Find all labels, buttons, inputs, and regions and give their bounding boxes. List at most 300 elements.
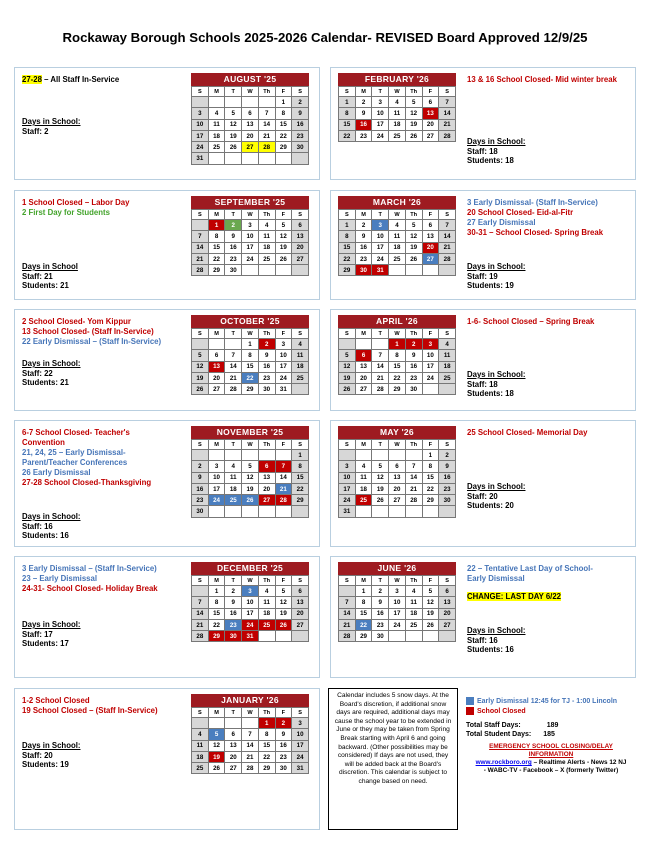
calendar-day: 25 [439,372,456,383]
legend-item-school-closed: School Closed [466,707,636,715]
calendar-day: 26 [192,384,209,395]
calendar-day: 13 [225,740,242,751]
calendar-day: 30 [355,265,372,276]
calendar-day: 2 [225,220,242,231]
calendar-empty-cell [372,450,389,461]
month-notes [467,198,632,238]
weekday-header: Th [258,440,275,450]
calendar-empty-cell [389,631,406,642]
calendar-empty-cell [208,450,225,461]
calendar-day: 16 [292,119,309,130]
calendar-day: 3 [208,461,225,472]
calendar-day: 17 [242,608,259,619]
calendar-day: 27 [242,142,259,153]
calendar-empty-cell [192,450,209,461]
note-line: 3 Early Dismissal – (Staff In-Service) [22,564,157,573]
calendar-day: 11 [258,597,275,608]
calendar-day: 10 [192,119,209,130]
calendar-day: 5 [275,220,292,231]
calendar-day: 3 [422,339,439,350]
calendar-day: 27 [422,253,439,264]
calendar-day: 11 [389,231,406,242]
weekday-header: T [372,87,389,97]
calendar-day: 13 [258,472,275,483]
calendar-day: 8 [389,350,406,361]
calendar-day: 29 [258,763,275,774]
calendar-day: 11 [225,472,242,483]
calendar-day: 10 [389,597,406,608]
calendar-day: 9 [225,231,242,242]
weekday-header: F [275,329,292,339]
calendar-day: 11 [208,119,225,130]
calendar-day: 5 [242,461,259,472]
calendar-day: 23 [192,495,209,506]
calendar-day: 8 [339,108,356,119]
weekday-header: S [292,576,309,586]
calendar-day: 2 [292,97,309,108]
calendar-day: 6 [389,461,406,472]
weekday-header: T [225,708,242,718]
calendar-day: 25 [355,495,372,506]
calendar-day: 8 [339,231,356,242]
calendar-empty-cell [292,506,309,517]
calendar-day: 15 [242,361,259,372]
calendar-day: 22 [339,253,356,264]
calendar-day: 21 [258,130,275,141]
calendar-day: 23 [225,253,242,264]
month-calendar-november-25 [191,426,309,518]
calendar-day: 29 [275,142,292,153]
note-line: 6-7 School Closed- Teacher's [22,428,130,437]
calendar-day: 15 [208,242,225,253]
calendar-day: 26 [242,495,259,506]
month-notes [22,75,187,85]
note-line: Convention [22,438,65,447]
days-count: Staff: 21 [22,271,53,281]
month-notes [22,564,187,594]
calendar-day: 30 [439,495,456,506]
calendar-day: 13 [208,361,225,372]
calendar-day: 9 [405,350,422,361]
calendar-empty-cell [225,450,242,461]
calendar-day: 1 [422,450,439,461]
weekday-header: Th [258,708,275,718]
calendar-day: 31 [275,384,292,395]
note-line: 21, 24, 25 – Early Dismissal- [22,448,126,457]
days-count: Students: 18 [467,156,514,165]
weekday-header: F [275,440,292,450]
calendar-day: 13 [422,108,439,119]
calendar-day: 9 [275,729,292,740]
calendar-day: 24 [242,253,259,264]
calendar-day: 12 [208,740,225,751]
calendar-day: 11 [405,597,422,608]
weekday-header: T [225,576,242,586]
calendar-day: 14 [225,361,242,372]
month-header: OCTOBER '25 [191,315,309,328]
calendar-day: 11 [355,472,372,483]
calendar-day: 17 [422,361,439,372]
calendar-day: 23 [225,619,242,630]
weekday-header: Th [405,440,422,450]
calendar-empty-cell [422,506,439,517]
calendar-day: 22 [242,372,259,383]
calendar-day: 21 [275,483,292,494]
calendar-day: 20 [292,608,309,619]
weekday-header: M [208,329,225,339]
days-count: Staff: 20 [467,491,498,501]
calendar-day: 15 [389,361,406,372]
month-header: DECEMBER '25 [191,562,309,575]
calendar-day: 6 [422,220,439,231]
calendar-day: 22 [292,483,309,494]
calendar-day: 4 [389,220,406,231]
calendar-empty-cell [275,506,292,517]
days-in-school-heading: Days in School [22,262,78,271]
calendar-empty-cell [292,265,309,276]
calendar-day: 28 [439,253,456,264]
calendar-empty-cell [242,265,259,276]
calendar-day: 20 [258,483,275,494]
calendar-day: 20 [422,242,439,253]
calendar-day: 30 [225,631,242,642]
weekday-header: S [339,210,356,220]
calendar-day: 27 [225,763,242,774]
calendar-empty-cell [258,265,275,276]
note-line: 20 School Closed- Eid-al-Fitr [467,208,574,217]
calendar-day: 1 [355,586,372,597]
calendar-day: 12 [275,231,292,242]
weekday-header: F [422,210,439,220]
month-calendar-may-26 [338,426,456,518]
calendar-day: 25 [389,253,406,264]
calendar-day: 26 [225,142,242,153]
calendar-day: 29 [208,631,225,642]
calendar-day: 25 [192,763,209,774]
month-header: JANUARY '26 [191,694,309,707]
calendar-day: 8 [208,597,225,608]
calendar-day: 20 [422,119,439,130]
weekday-header: S [292,329,309,339]
note-line: 13 School Closed- (Staff In-Service) [22,327,154,336]
month-header: JUNE '26 [338,562,456,575]
days-count: Students: 16 [467,645,514,654]
calendar-day: 3 [372,220,389,231]
calendar-empty-cell [225,339,242,350]
calendar-day: 8 [208,231,225,242]
calendar-day: 12 [372,472,389,483]
calendar-day: 12 [422,597,439,608]
weekday-header: W [389,210,406,220]
calendar-day: 24 [292,751,309,762]
calendar-day: 19 [192,372,209,383]
calendar-day: 29 [339,265,356,276]
calendar-day: 1 [208,586,225,597]
calendar-day: 15 [355,608,372,619]
calendar-empty-cell [258,450,275,461]
weekday-header: S [439,576,456,586]
weekday-header: S [192,87,209,97]
calendar-day: 31 [339,506,356,517]
blue-swatch [466,697,474,705]
calendar-empty-cell [192,586,209,597]
days-in-school [22,512,81,541]
month-header: FEBRUARY '26 [338,73,456,86]
calendar-day: 12 [405,108,422,119]
calendar-day: 7 [258,108,275,119]
calendar-day: 23 [439,483,456,494]
note-line: 2 School Closed- Yom Kippur [22,317,131,326]
weekday-header: S [292,87,309,97]
calendar-empty-cell [439,506,456,517]
calendar-day: 30 [275,763,292,774]
calendar-day: 5 [405,220,422,231]
note-line: 1-6- School Closed – Spring Break [467,317,595,326]
calendar-day: 13 [242,119,259,130]
calendar-day: 9 [355,231,372,242]
page-title: Rockaway Borough Schools 2025-2026 Calendar- REVISED Board Approved 12/9/25 [62,30,588,45]
calendar-day: 4 [439,339,456,350]
month-notes [22,428,187,488]
days-in-school [467,370,526,399]
calendar-day: 28 [258,142,275,153]
calendar-day: 30 [372,631,389,642]
calendar-day: 20 [242,130,259,141]
weekday-header: W [242,329,259,339]
calendar-day: 5 [192,350,209,361]
calendar-day: 3 [372,97,389,108]
calendar-day: 10 [372,108,389,119]
note-line: 27-28 School Closed-Thanksgiving [22,478,152,487]
weekday-header: W [389,576,406,586]
note-line: 27 Early Dismissal [467,218,536,227]
website-link[interactable]: www.rockboro.org [475,759,532,766]
days-in-school [467,137,526,166]
weekday-header: M [208,708,225,718]
calendar-day: 3 [242,586,259,597]
weekday-header: T [372,576,389,586]
calendar-empty-cell [242,450,259,461]
calendar-empty-cell [389,265,406,276]
calendar-empty-cell [242,97,259,108]
calendar-day: 2 [355,220,372,231]
weekday-header: S [439,329,456,339]
calendar-day: 27 [422,130,439,141]
calendar-day: 6 [355,350,372,361]
calendar-day: 1 [339,220,356,231]
calendar-day: 28 [242,763,259,774]
days-count: Students: 19 [467,281,514,290]
calendar-day: 25 [292,372,309,383]
calendar-day: 29 [355,631,372,642]
calendar-day: 16 [355,242,372,253]
weekday-header: S [192,329,209,339]
totals: Total Staff Days: 189 Total Student Days: 185 [466,722,559,738]
calendar-day: 11 [258,231,275,242]
calendar-day: 2 [192,461,209,472]
days-in-school [467,626,526,655]
month-notes [22,317,187,347]
calendar-day: 4 [355,461,372,472]
calendar-day: 29 [208,265,225,276]
note-line: 2 First Day for Students [22,208,110,217]
calendar-day: 18 [355,483,372,494]
note-line: 27-28 – All Staff In-Service [22,75,120,84]
calendar-day: 29 [292,495,309,506]
weekday-header: S [292,440,309,450]
calendar-day: 15 [258,740,275,751]
calendar-day: 18 [258,242,275,253]
weekday-header: T [372,329,389,339]
calendar-day: 29 [242,384,259,395]
calendar-day: 31 [372,265,389,276]
calendar-day: 14 [372,361,389,372]
calendar-day: 15 [208,608,225,619]
calendar-day: 19 [372,483,389,494]
note-line: 22 Early Dismissal – (Staff In-Service) [22,337,162,346]
calendar-day: 23 [355,253,372,264]
days-count: Staff: 22 [22,368,53,378]
calendar-empty-cell [372,339,389,350]
calendar-day: 8 [292,461,309,472]
calendar-day: 13 [355,361,372,372]
calendar-day: 22 [275,130,292,141]
note-dates: 27-28 [22,75,42,84]
calendar-day: 5 [339,350,356,361]
calendar-empty-cell [208,506,225,517]
calendar-day: 31 [192,153,209,164]
calendar-day: 12 [242,472,259,483]
calendar-day: 27 [292,253,309,264]
calendar-day: 8 [422,461,439,472]
calendar-day: 24 [192,142,209,153]
note-line: Parent/Teacher Conferences [22,458,128,467]
calendar-day: 14 [192,608,209,619]
calendar-day: 10 [292,729,309,740]
calendar-day: 30 [225,265,242,276]
calendar-empty-cell [405,265,422,276]
calendar-day: 20 [439,608,456,619]
calendar-day: 22 [339,130,356,141]
calendar-day: 14 [192,242,209,253]
calendar-day: 9 [258,350,275,361]
calendar-day: 28 [339,631,356,642]
month-calendar-march-26 [338,196,456,276]
note-line: 3 Early Dismissal- (Staff In-Service) [467,198,598,207]
weekday-header: F [422,87,439,97]
weekday-header: S [339,440,356,450]
calendar-day: 17 [275,361,292,372]
calendar-day: 2 [372,586,389,597]
calendar-empty-cell [192,220,209,231]
calendar-day: 28 [372,384,389,395]
calendar-day: 2 [275,718,292,729]
calendar-empty-cell [292,153,309,164]
calendar-day: 4 [258,220,275,231]
weekday-header: W [242,440,259,450]
calendar-day: 31 [292,763,309,774]
calendar-day: 5 [372,461,389,472]
calendar-day: 18 [225,483,242,494]
calendar-day: 15 [275,119,292,130]
calendar-day: 17 [389,608,406,619]
days-in-school-heading: Days in School: [22,359,81,368]
calendar-empty-cell [405,631,422,642]
calendar-day: 24 [372,130,389,141]
weekday-header: M [355,440,372,450]
calendar-day: 6 [242,108,259,119]
days-count: Students: 21 [22,378,69,387]
calendar-day: 19 [275,608,292,619]
calendar-day: 13 [422,231,439,242]
calendar-empty-cell [439,265,456,276]
calendar-day: 8 [242,350,259,361]
calendar-empty-cell [339,450,356,461]
calendar-day: 18 [405,608,422,619]
calendar-day: 26 [372,495,389,506]
calendar-day: 24 [422,372,439,383]
calendar-day: 10 [372,231,389,242]
days-in-school-heading: Days in School: [467,482,526,491]
calendar-day: 15 [339,119,356,130]
month-header: AUGUST '25 [191,73,309,86]
red-swatch [466,707,474,715]
calendar-day: 16 [225,242,242,253]
calendar-day: 26 [275,253,292,264]
calendar-day: 16 [192,483,209,494]
calendar-day: 30 [292,142,309,153]
month-notes [22,696,187,716]
calendar-empty-cell [192,97,209,108]
calendar-empty-cell [242,506,259,517]
calendar-empty-cell [208,718,225,729]
calendar-day: 26 [275,619,292,630]
calendar-day: 15 [422,472,439,483]
calendar-day: 10 [339,472,356,483]
legend [466,697,636,775]
calendar-day: 22 [208,619,225,630]
calendar-day: 25 [405,619,422,630]
month-calendar-april-26 [338,315,456,395]
month-calendar-january-26 [191,694,309,774]
calendar-empty-cell [389,506,406,517]
weekday-header: Th [258,210,275,220]
calendar-day: 24 [339,495,356,506]
calendar-day: 3 [192,108,209,119]
calendar-day: 7 [225,350,242,361]
calendar-day: 6 [225,729,242,740]
calendar-day: 20 [292,242,309,253]
calendar-day: 25 [389,130,406,141]
calendar-day: 19 [422,608,439,619]
calendar-day: 5 [208,729,225,740]
calendar-day: 11 [292,350,309,361]
calendar-day: 2 [258,339,275,350]
calendar-day: 4 [258,586,275,597]
calendar-empty-cell [258,506,275,517]
calendar-day: 12 [275,597,292,608]
calendar-day: 21 [439,242,456,253]
month-header: MAY '26 [338,426,456,439]
weekday-header: S [192,576,209,586]
month-calendar-october-25 [191,315,309,395]
calendar-day: 1 [258,718,275,729]
calendar-day: 6 [422,97,439,108]
calendar-day: 11 [389,108,406,119]
calendar-day: 3 [339,461,356,472]
calendar-day: 12 [339,361,356,372]
days-count: Staff: 19 [467,271,498,281]
